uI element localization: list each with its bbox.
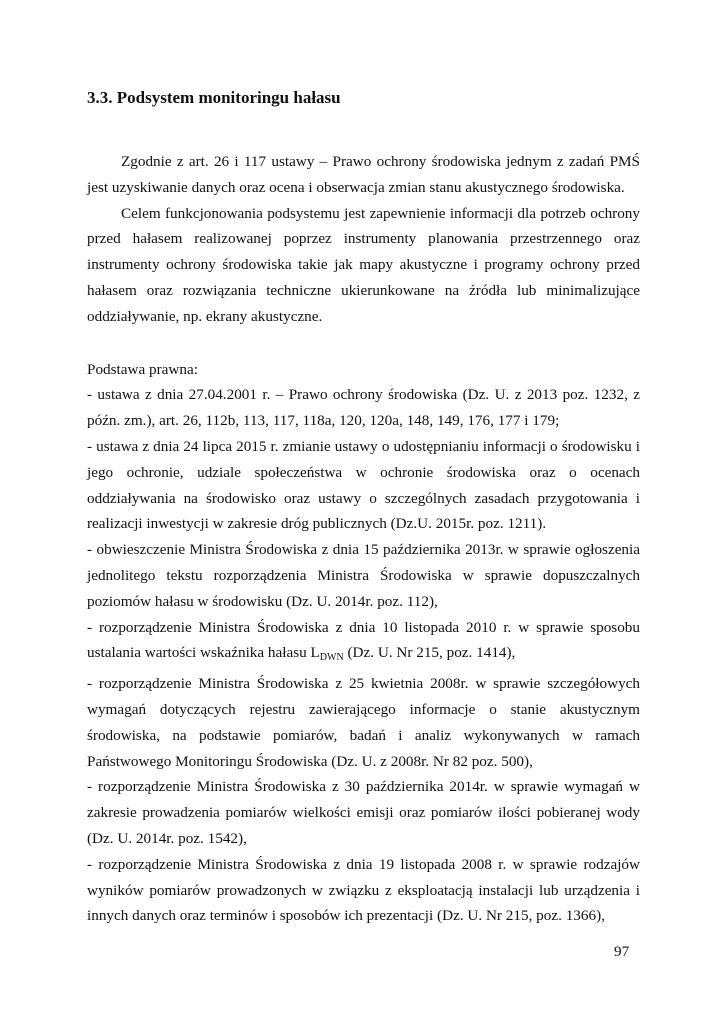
document-body [87, 149, 640, 929]
legal-basis-item: - obwieszczenie Ministra Środowiska z dnia 15 października 2013r. w sprawie ogłoszenia jednolitego tekstu rozporządzenia Ministra Środowiska w sprawie dopuszczalnych poziomów hałasu w środowisku (Dz. U. 2014r. poz. 112), [87, 541, 640, 610]
legal-basis-item: - rozporządzenie Ministra Środowiska z 25 kwietnia 2008r. w sprawie szczegółowych wymagań dotyczących rejestru zawierającego informacje o stanie akustycznym środowiska, na podstawie pomiarów, badań i analiz wykonywanych w ramach Państwowego Monitoringu Środowiska (Dz. U. z 2008r. Nr 82 poz. 500), [87, 675, 640, 770]
item-text: - rozporządzenie Ministra Środowiska z dnia 10 listopada 2010 r. w sprawie sposobu ustalania wartości wskaźnika hałasu L [87, 618, 640, 662]
legal-basis-item: - rozporządzenie Ministra Środowiska z 30 października 2014r. w sprawie wymagań w zakresie prowadzenia pomiarów wielkości emisji oraz pomiarów ilości pobieranej wody (Dz. U. 2014r. poz. 1542), [87, 778, 640, 847]
page-number: 97 [614, 943, 630, 960]
section-heading: 3.3. Podsystem monitoringu hałasu [87, 88, 341, 107]
legal-basis-item: - ustawa z dnia 27.04.2001 r. – Prawo ochrony środowiska (Dz. U. z 2013 poz. 1232, z późn. zm.), art. 26, 112b, 113, 117, 118a, 120, 120a, 148, 149, 176, 177 i 179; [87, 386, 640, 430]
subscript-text: DWN [319, 652, 344, 664]
intro-paragraph: Zgodnie z art. 26 i 117 ustawy – Prawo ochrony środowiska jednym z zadań PMŚ jest uzyskiwanie danych oraz ocena i obserwacja zmian stanu akustycznego środowiska. [87, 153, 640, 196]
paragraph-spacer [87, 330, 640, 357]
item-text: (Dz. U. Nr 215, poz. 1414), [343, 644, 516, 662]
legal-basis-label: Podstawa prawna: [87, 360, 198, 378]
legal-basis-item: - rozporządzenie Ministra Środowiska z dnia 19 listopada 2008 r. w sprawie rodzajów wyników pomiarów prowadzonych w związku z eksploatacją instalacji lub urządzenia i innych danych oraz terminów i sposobów ich prezentacji (Dz. U. Nr 215, poz. 1366), [87, 855, 640, 925]
intro-paragraph: Celem funkcjonowania podsystemu jest zapewnienie informacji dla potrzeb ochrony przed hałasem realizowanej poprzez instrumenty planowania przestrzennego oraz instrumenty ochrony środowiska takie jak mapy akustyczne i programy ochrony przed hałasem oraz rozwiązania techniczne ukierunkowane na źródła lub minimalizujące oddziaływanie, np. ekrany akustyczne. [87, 204, 640, 325]
legal-basis-item: - ustawa z dnia 24 lipca 2015 r. zmianie ustawy o udostępnianiu informacji o środowisku i jego ochronie, udziale społeczeństwa w ochronie środowiska oraz o ocenach oddziaływania na środowisko oraz ustawy o szczególnych zasadach przygotowania i realizacji inwestycji w zakresie dróg publicznych (Dz.U. 2015r. poz. 1211). [87, 437, 640, 533]
legal-basis-item [87, 615, 640, 672]
